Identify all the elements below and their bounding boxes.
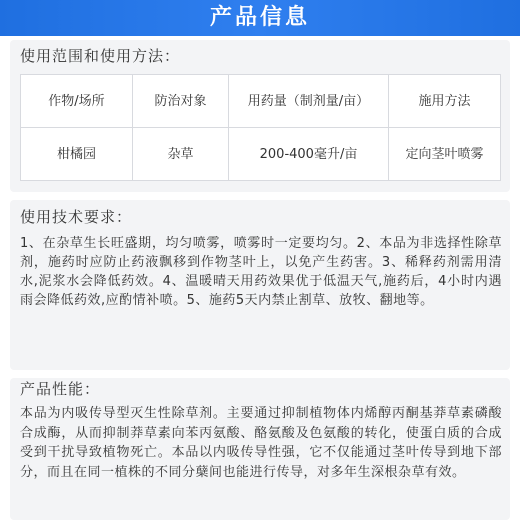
banner-title: 产品信息 (209, 5, 310, 30)
usage-header-row (21, 75, 501, 128)
column-header-method: 施用方法 (389, 75, 501, 128)
performance-section (10, 378, 510, 520)
cell-target: 杂草 (133, 128, 229, 181)
performance-heading: 产品性能： (20, 380, 101, 398)
usage-heading: 使用范围和使用方法： (20, 47, 181, 65)
cell-method: 定向茎叶喷雾 (389, 128, 501, 181)
performance-text: 本品为内吸传导型灭生性除草剂。主要通过抑制植物体内烯醇丙酮基莽草素磷酸合成酶，从而抑制莽草素向苯丙氨酸、酪氨酸及色氨酸的转化，使蛋白质的合成受到干扰导致植物死亡。本品以内吸传导性强，它不仅能通过茎叶传导到地下部分，而且在同一植株的不同分蘖间也能进行传导，对多年生深根杂草有效。 (20, 406, 502, 480)
table-row (21, 128, 501, 181)
title-banner (0, 0, 520, 36)
column-header-target: 防治对象 (133, 75, 229, 128)
tech-heading: 使用技术要求： (20, 208, 133, 226)
column-header-crop: 作物/场所 (21, 75, 133, 128)
tech-requirements-section (10, 200, 510, 370)
column-header-dosage: 用药量（制剂量/亩） (229, 75, 389, 128)
tech-requirements-text: 1、在杂草生长旺盛期，均匀喷雾，喷雾时一定要均匀。2、本品为非选择性除草剂，施药时应防止药液飘移到作物茎叶上，以免产生药害。3、稀释药剂需用清水,泥浆水会降低药效。4、温暖晴天用药效果优于低温天气,施药后，4小时内遇雨会降低药效,应酌情补喷。5、施药5天内禁止割草、放牧、翻地等。 (20, 236, 502, 308)
usage-table (20, 74, 501, 181)
usage-section (10, 40, 510, 192)
cell-dosage: 200-400毫升/亩 (229, 128, 389, 181)
cell-crop: 柑橘园 (21, 128, 133, 181)
